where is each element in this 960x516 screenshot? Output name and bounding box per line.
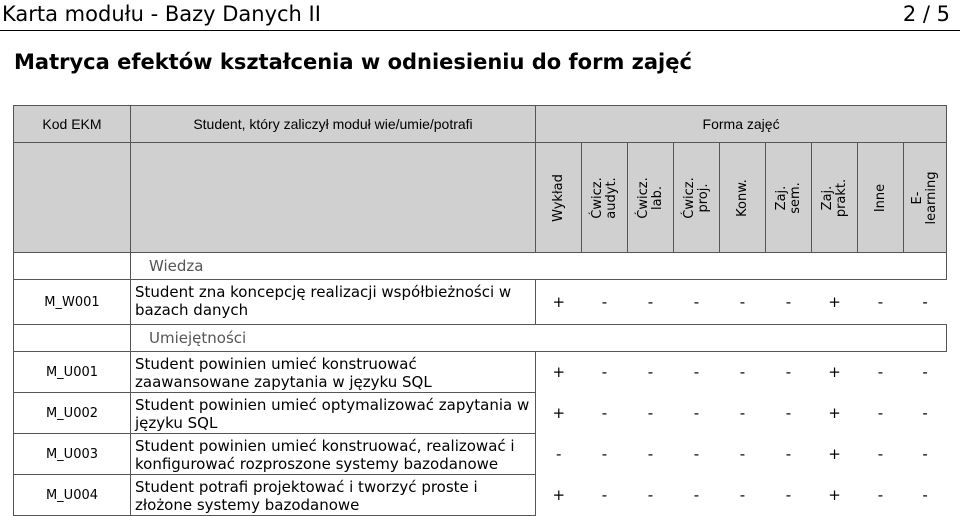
- effect-description: Student zna koncepcję realizacji współbieżności w bazach danych: [131, 280, 536, 325]
- document-header: [0, 0, 960, 31]
- section-blank: [14, 253, 131, 280]
- form-mark: -: [556, 445, 562, 463]
- form-label: Wykład: [550, 173, 566, 222]
- section-row: [14, 253, 947, 280]
- form-label: Ćwicz. lab.: [635, 176, 665, 219]
- effect-description: Student powinien umieć optymalizować zapytania w języku SQL: [131, 393, 536, 434]
- form-mark: -: [693, 486, 700, 504]
- form-mark: -: [601, 404, 608, 422]
- form-mark: -: [739, 293, 746, 311]
- form-mark: -: [647, 404, 654, 422]
- form-header-1: [582, 143, 628, 253]
- table-row: [14, 280, 947, 325]
- section-row: [14, 325, 947, 352]
- form-mark: +: [828, 486, 841, 504]
- form-mark: -: [785, 363, 792, 382]
- form-mark: -: [877, 293, 884, 311]
- document-title: Karta modułu - Bazy Danych II: [2, 2, 321, 26]
- form-header-4: [720, 143, 766, 253]
- form-mark: +: [552, 486, 566, 504]
- effect-code: M_W001: [14, 280, 131, 325]
- effect-description: Student powinien umieć konstruować, realizować i konfigurować rozproszone systemy bazodanowe: [131, 434, 536, 475]
- header-forms: Forma zajęć: [536, 106, 947, 143]
- form-mark: -: [922, 363, 928, 382]
- table-row: [14, 434, 947, 475]
- form-mark: -: [601, 363, 608, 382]
- form-header-6: [812, 143, 858, 253]
- header-blank-code: [14, 143, 131, 253]
- header-blank-desc: [131, 143, 536, 253]
- form-mark: -: [601, 293, 608, 311]
- section-label: Wiedza: [131, 253, 947, 280]
- section-heading: Matryca efektów kształcenia w odniesieniu do form zajęć: [14, 50, 692, 74]
- form-mark: +: [828, 445, 841, 463]
- form-mark: +: [552, 404, 566, 422]
- table-header-row: [14, 106, 947, 143]
- form-header-8: [904, 143, 947, 253]
- form-mark: -: [693, 363, 700, 382]
- form-mark: -: [647, 445, 654, 463]
- form-mark: -: [601, 486, 608, 504]
- form-mark: -: [877, 445, 884, 463]
- form-header-0: [536, 143, 582, 253]
- section-label: Umiejętności: [131, 325, 947, 352]
- form-mark: -: [739, 363, 746, 382]
- effect-code: M_U004: [14, 475, 131, 516]
- form-mark: -: [877, 363, 884, 382]
- form-mark: -: [785, 293, 792, 311]
- form-header-2: [628, 143, 674, 253]
- form-label: Zaj. sem.: [773, 181, 803, 214]
- form-header-5: [766, 143, 812, 253]
- form-mark: -: [647, 486, 654, 504]
- header-code: Kod EKM: [14, 106, 131, 143]
- effect-code: M_U003: [14, 434, 131, 475]
- forms-header-row: [14, 143, 947, 253]
- effect-description: Student powinien umieć konstruować zaawansowane zapytania w języku SQL: [131, 352, 536, 393]
- table-row: [14, 475, 947, 516]
- effect-description: Student potrafi projektować i tworzyć proste i złożone systemy bazodanowe: [131, 475, 536, 516]
- form-mark: -: [739, 404, 746, 422]
- form-mark: +: [828, 363, 841, 382]
- form-label: Ćwicz. audyt.: [589, 176, 619, 219]
- effect-code: M_U001: [14, 352, 131, 393]
- form-mark: -: [693, 404, 700, 422]
- form-mark: +: [828, 404, 841, 422]
- form-mark: -: [647, 293, 654, 311]
- form-mark: -: [877, 486, 884, 504]
- form-mark: -: [922, 445, 928, 463]
- page-number: 2 / 5: [902, 2, 950, 26]
- form-label: Zaj. prakt.: [819, 178, 849, 217]
- form-header-7: [858, 143, 904, 253]
- form-label: Inne: [872, 183, 888, 212]
- table-row: [14, 352, 947, 393]
- form-mark: -: [922, 486, 928, 504]
- effect-code: M_U002: [14, 393, 131, 434]
- form-mark: -: [877, 404, 884, 422]
- section-blank: [14, 325, 131, 352]
- form-mark: -: [739, 445, 746, 463]
- form-mark: -: [922, 404, 928, 422]
- form-mark: -: [785, 445, 792, 463]
- form-mark: -: [739, 486, 746, 504]
- form-label: Konw.: [734, 178, 750, 217]
- table-row: [14, 393, 947, 434]
- form-label: Ćwicz. proj.: [681, 176, 711, 219]
- form-mark: -: [601, 445, 608, 463]
- form-mark: +: [828, 293, 841, 311]
- header-description: Student, który zaliczył moduł wie/umie/potrafi: [131, 106, 536, 143]
- form-label: E- learning: [910, 170, 940, 225]
- form-header-3: [674, 143, 720, 253]
- form-mark: -: [922, 293, 928, 311]
- form-mark: -: [693, 293, 700, 311]
- form-mark: +: [552, 363, 566, 382]
- form-mark: -: [785, 404, 792, 422]
- form-mark: +: [552, 293, 566, 311]
- form-mark: -: [693, 445, 700, 463]
- form-mark: -: [647, 363, 654, 382]
- form-mark: -: [785, 486, 792, 504]
- effects-matrix-table: [13, 105, 947, 516]
